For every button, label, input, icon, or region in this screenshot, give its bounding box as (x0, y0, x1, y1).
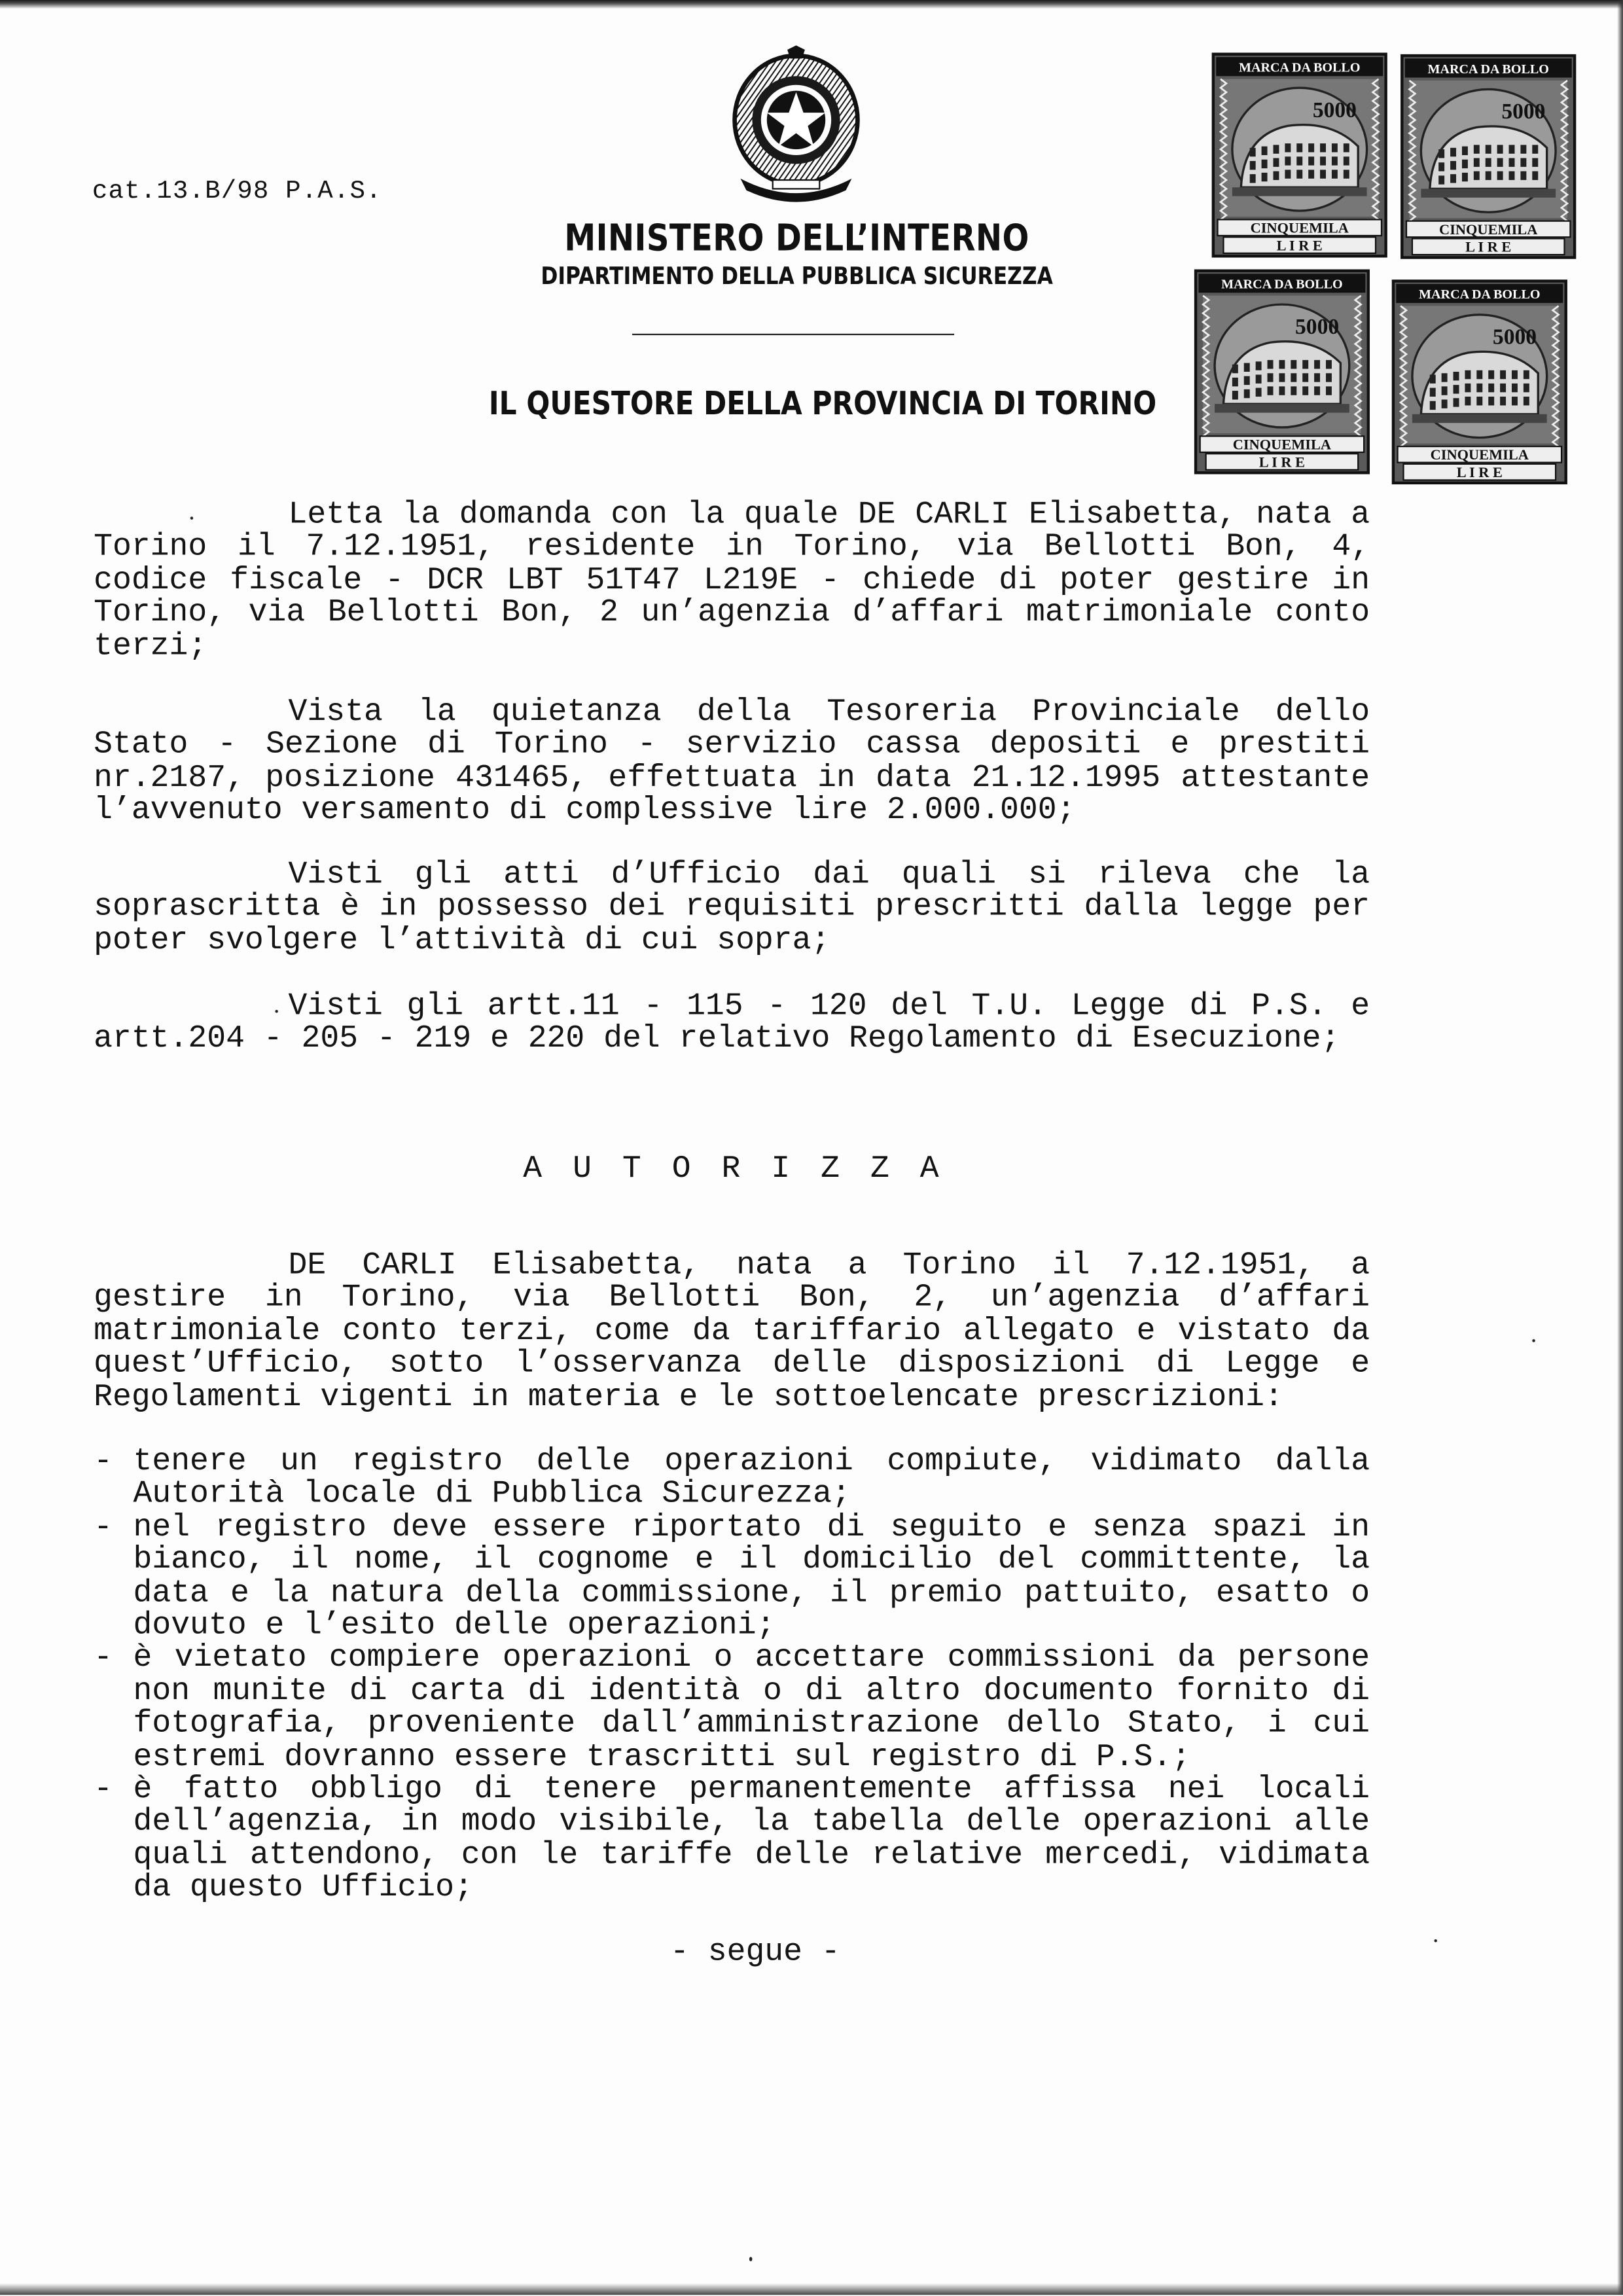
revenue-stamp (1392, 279, 1567, 484)
ministry-name: MINISTERO DELL’INTERNO (564, 216, 1029, 259)
list-item-text: tenere un registro delle operazioni compiute, vidimato dalla Autorità locale di Pubblica Sicurezza; (133, 1444, 1370, 1513)
continuation-marker: - segue - (670, 1935, 840, 1970)
stamp-top-label: MARCA DA BOLLO (1419, 287, 1541, 302)
list-item (94, 1774, 1370, 1905)
stamp-top-label: MARCA DA BOLLO (1427, 62, 1549, 77)
stamp-top-label: MARCA DA BOLLO (1221, 277, 1343, 292)
list-item (94, 1643, 1370, 1774)
revenue-stamp (1194, 269, 1370, 474)
paragraph: Visti gli atti d’Ufficio dai quali si rileva che la soprascritta è in possesso dei requisiti prescritti dalla legge per poter svolgere l’attività di cui sopra; (94, 857, 1370, 959)
scan-speck (275, 1010, 277, 1013)
list-item (94, 1446, 1370, 1511)
file-reference: cat.13.B/98 P.A.S. (92, 177, 382, 207)
colosseum-stamp-icon (1400, 54, 1576, 259)
stamp-value: 5000 (1312, 98, 1357, 122)
republic-emblem-icon (723, 44, 870, 205)
decision-heading: AUTORIZZA (523, 1151, 970, 1187)
preamble-legal-basis (94, 991, 1370, 1056)
scan-speck (190, 516, 193, 519)
decision-text (94, 1250, 1370, 1414)
stamp-currency: L I R E (1465, 238, 1512, 255)
bullet-marker: - (94, 1641, 113, 1677)
preamble-requirements (94, 859, 1370, 958)
revenue-stamp (1400, 54, 1576, 259)
bullet-marker: - (94, 1772, 113, 1808)
stamp-bottom-label: CINQUEMILA (1232, 436, 1332, 453)
stamp-bottom-label: CINQUEMILA (1430, 446, 1529, 463)
colosseum-stamp-icon (1392, 279, 1567, 484)
colosseum-stamp-icon (1212, 53, 1387, 258)
stamp-value: 5000 (1501, 99, 1546, 124)
paragraph: Letta la domanda con la quale DE CARLI Elisabetta, nata a Torino il 7.12.1951, residente in Torino, via Bellotti Bon, 4, codice fiscale - DCR LBT 51T47 L219E - chiede di poter gestire in Torino, via Bellotti Bon, 2 un’agenzia d’affari matrimoniale conto terzi; (94, 497, 1370, 664)
scan-speck (1532, 1339, 1535, 1342)
list-item (94, 1512, 1370, 1643)
scan-edge-bottom (0, 2283, 1623, 2295)
stamp-currency: L I R E (1258, 454, 1306, 471)
scan-edge-right (1617, 0, 1623, 2295)
department-name: DIPARTIMENTO DELLA PUBBLICA SICUREZZA (541, 262, 1053, 290)
scan-speck (749, 2257, 752, 2261)
stamp-bottom-label: CINQUEMILA (1250, 219, 1349, 236)
paragraph: DE CARLI Elisabetta, nata a Torino il 7.12.1951, a gestire in Torino, via Bellotti Bon, 2, un’agenzia d’affari matrimoniale conto terzi, come da tariffario allegato e vistato da quest’Ufficio, sotto l’osservanza delle disposizioni di Legge e Regolamenti vigenti in materia e le sottoelencate prescrizioni: (94, 1248, 1370, 1415)
issuing-authority: IL QUESTORE DELLA PROVINCIA DI TORINO (488, 386, 1157, 423)
stamp-value: 5000 (1492, 325, 1537, 350)
paragraph: Visti gli artt.11 - 115 - 120 del T.U. Legge di P.S. e artt.204 - 205 - 219 e 220 del relativo Regolamento di Esecuzione; (94, 989, 1370, 1058)
ministry-header (483, 217, 1111, 290)
stamp-value: 5000 (1295, 314, 1340, 339)
bullet-marker: - (94, 1444, 113, 1480)
preamble-receipt (94, 696, 1370, 827)
paragraph: Vista la quietanza della Tesoreria Provinciale dello Stato - Sezione di Torino - servizio cassa depositi e prestiti nr.2187, posizione 431465, effettuata in data 21.12.1995 attestante l’avvenuto versamento di complessive lire 2.000.000; (94, 695, 1370, 829)
revenue-stamp (1212, 53, 1387, 258)
prescriptions-list (94, 1446, 1370, 1905)
header-divider (632, 334, 954, 335)
stamp-currency: L I R E (1276, 237, 1323, 254)
list-item-text: è vietato compiere operazioni o accettare commissioni da persone non munite di carta di identità o di altro documento fornito di fotografia, proveniente dall’amministrazione dello Stato, i cui estremi dovranno essere trascritti sul registro di P.S.; (133, 1641, 1370, 1775)
list-item-text: nel registro deve essere riportato di seguito e senza spazi in bianco, il nome, il cognome e il domicilio del committente, la data e la natura della commissione, il premio pattuito, esatto o dovuto e l’esito delle operazioni; (133, 1510, 1370, 1644)
stamp-bottom-label: CINQUEMILA (1439, 221, 1538, 238)
stamp-top-label: MARCA DA BOLLO (1239, 60, 1361, 75)
preamble-request (94, 499, 1370, 664)
bullet-marker: - (94, 1510, 113, 1546)
stamp-currency: L I R E (1456, 464, 1503, 481)
list-item-text: è fatto obbligo di tenere permanentemente affissa nei locali dell’agenzia, in modo visibile, la tabella delle operazioni alle quali attendono, con le tariffe delle relative mercedi, vidimata da questo Ufficio; (133, 1772, 1370, 1907)
scan-speck (1434, 1939, 1436, 1942)
scan-edge-top (0, 0, 1623, 9)
colosseum-stamp-icon (1194, 269, 1370, 474)
